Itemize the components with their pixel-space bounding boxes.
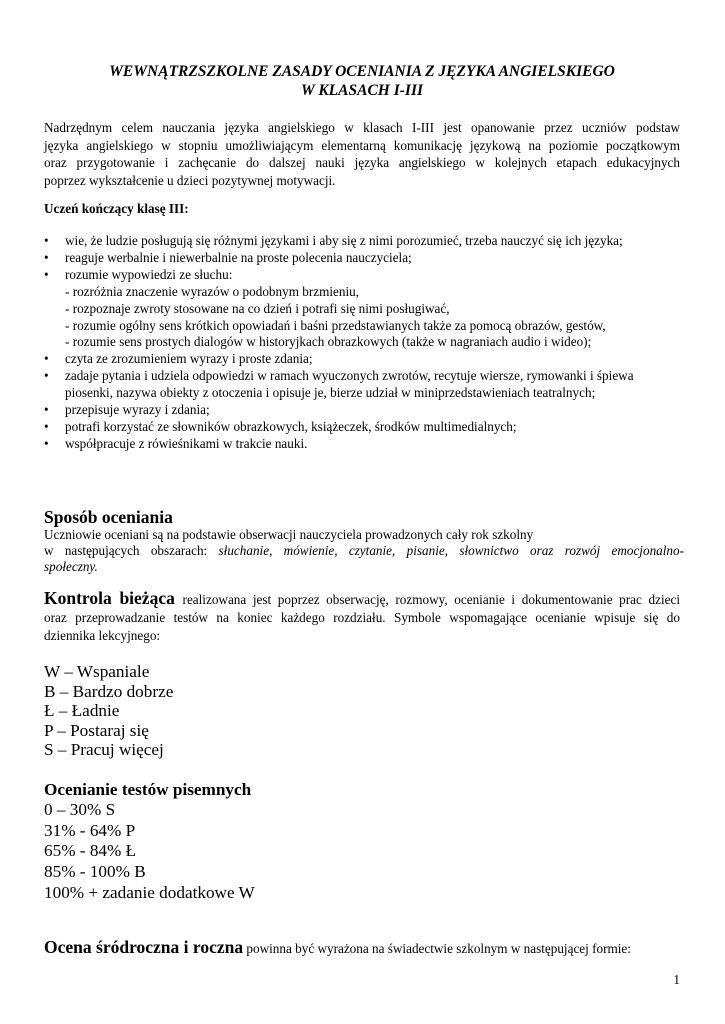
tests-heading: Ocenianie testów pisemnych [44, 780, 252, 799]
paragraph-line: Uczniowie oceniani są na podstawie obserwacji nauczyciela prowadzonych cały rok szkolny [44, 527, 534, 542]
paragraph-line: dziennika lekcyjnego: [44, 628, 161, 643]
intro-line: oraz przygotowanie i zachęcanie do dalszej nauki języka angielskiego w kolejnych etapach edukacyjnych [44, 155, 680, 171]
section-heading: Sposób oceniania [44, 507, 173, 527]
range-item: 100% + zadanie dodatkowe W [44, 882, 255, 902]
sub-item: - rozumie sens prostych dialogów w historyjkach obrazkowych (także w nagraniach audio i wideo); [65, 334, 592, 350]
paragraph-text: realizowana jest poprzez obserwację, rozmowy, ocenianie i dokumentowanie prac dzieci [182, 592, 680, 607]
paragraph-text: powinna być wyrażona na świadectwie szkolnym w następującej formie: [243, 941, 631, 956]
symbol-item: S – Pracuj więcej [44, 740, 164, 759]
section-heading: Ocena śródroczna i roczna [44, 937, 244, 957]
list-item [44, 233, 655, 250]
range-item: 0 – 30% S [44, 800, 116, 819]
ongoing-assessment-section [44, 589, 680, 645]
symbol-item: W – Wspaniale [44, 662, 150, 681]
list-item-text: czyta ze zrozumieniem wyrazy i proste zdania; [65, 351, 313, 367]
section-heading: Kontrola bieżąca [44, 588, 183, 608]
line-prefix: w następujących obszarach: [44, 543, 219, 558]
list-item [44, 267, 680, 352]
paragraph-line [44, 589, 680, 609]
list-item [44, 402, 680, 419]
list-item-text: potrafi korzystać ze słowników obrazkowych, książeczek, środków multimedialnych; [65, 418, 517, 434]
paragraph-line: oraz przeprowadzanie testów na koniec każdego rozdziału. Symbole wspomagające ocenianie wpisuje się do [44, 610, 680, 625]
final-grade-line [44, 937, 631, 958]
bullet-icon: • [44, 402, 49, 418]
range-item: 65% - 84% Ł [44, 841, 137, 861]
title-line-2: W KLASACH I-III [300, 82, 424, 99]
list-item-text: zadaje pytania i udziela odpowiedzi w ramach wyuczonych zwrotów, recytuje wiersze, rymowanki i śpiewa piosenki, nazywa obiekty z otoczenia i opisuje je, bierze udział w miniprzedstawieniach teatralnych; [65, 368, 634, 401]
list-item [44, 351, 680, 368]
intro-line: Nadrzędnym celem nauczania języka angielskiego w klasach I-III jest opanowanie przez uczniów podstaw [44, 120, 680, 135]
bullet-icon: • [44, 435, 49, 451]
list-item [44, 419, 680, 436]
symbol-item: Ł – Ładnie [44, 701, 120, 720]
title-line-1: WEWNĄTRZSZKOLNE ZASADY OCENIANIA Z JĘZYKA ANGIELSKIEGO [109, 63, 615, 80]
document-title [44, 62, 680, 100]
page-number: 1 [673, 972, 680, 987]
areas-italic-cont: społeczny. [44, 559, 98, 574]
range-item: 31% - 64% P [44, 820, 136, 840]
intro-line: poprzez wykształcenie u dzieci pozytywnej motywacji. [44, 172, 336, 188]
bullet-icon: • [44, 233, 49, 248]
range-item: 85% - 100% B [44, 862, 146, 882]
list-item [44, 368, 665, 402]
bullet-icon: • [44, 266, 49, 282]
bullet-icon: • [44, 351, 49, 367]
bullet-icon: • [44, 418, 49, 434]
bullet-icon: • [44, 368, 49, 384]
list-item [44, 250, 680, 267]
list-item-text: reaguje werbalnie i niewerbalnie na proste polecenia nauczyciela; [65, 249, 412, 265]
bullet-icon: • [44, 249, 49, 265]
list-item-text: przepisuje wyrazy i zdania; [65, 402, 210, 418]
symbols-list [44, 662, 173, 760]
list-item-text: wie, że ludzie posługują się różnymi językami i aby się z nimi porozumieć, trzeba nauczyć się ich języka; [65, 233, 623, 248]
list-item [44, 436, 680, 453]
tests-ranges-list [44, 800, 255, 904]
list-item-text: rozumie wypowiedzi ze słuchu: [65, 266, 233, 282]
list-item-text: współpracuje z rówieśnikami w trakcie nauki. [65, 435, 308, 451]
grading-method-section [44, 507, 684, 575]
skills-list [44, 233, 680, 453]
paragraph-line [44, 543, 684, 559]
intro-line: języka angielskiego w stopniu umożliwiającym elementarną komunikację językową na poziomie początkowym [44, 137, 680, 153]
sub-item: - rozpoznaje zwroty stosowane na co dzień i potrafi się nimi posługiwać, [65, 300, 450, 316]
sub-item: - rozróżnia znaczenie wyrazów o podobnym brzmieniu, [65, 283, 360, 299]
sub-item: - rozumie ogólny sens krótkich opowiadań i baśni przedstawianych także za pomocą obrazów, gestów, [65, 317, 606, 333]
pupil-skills-heading: Uczeń kończący klasę III: [44, 201, 189, 216]
symbol-item: B – Bardzo dobrze [44, 681, 174, 701]
intro-paragraph [44, 119, 680, 189]
areas-italic: słuchanie, mówienie, czytanie, pisanie, słownictwo oraz rozwój emocjonalno- [218, 543, 684, 558]
symbol-item: P – Postaraj się [44, 720, 149, 740]
